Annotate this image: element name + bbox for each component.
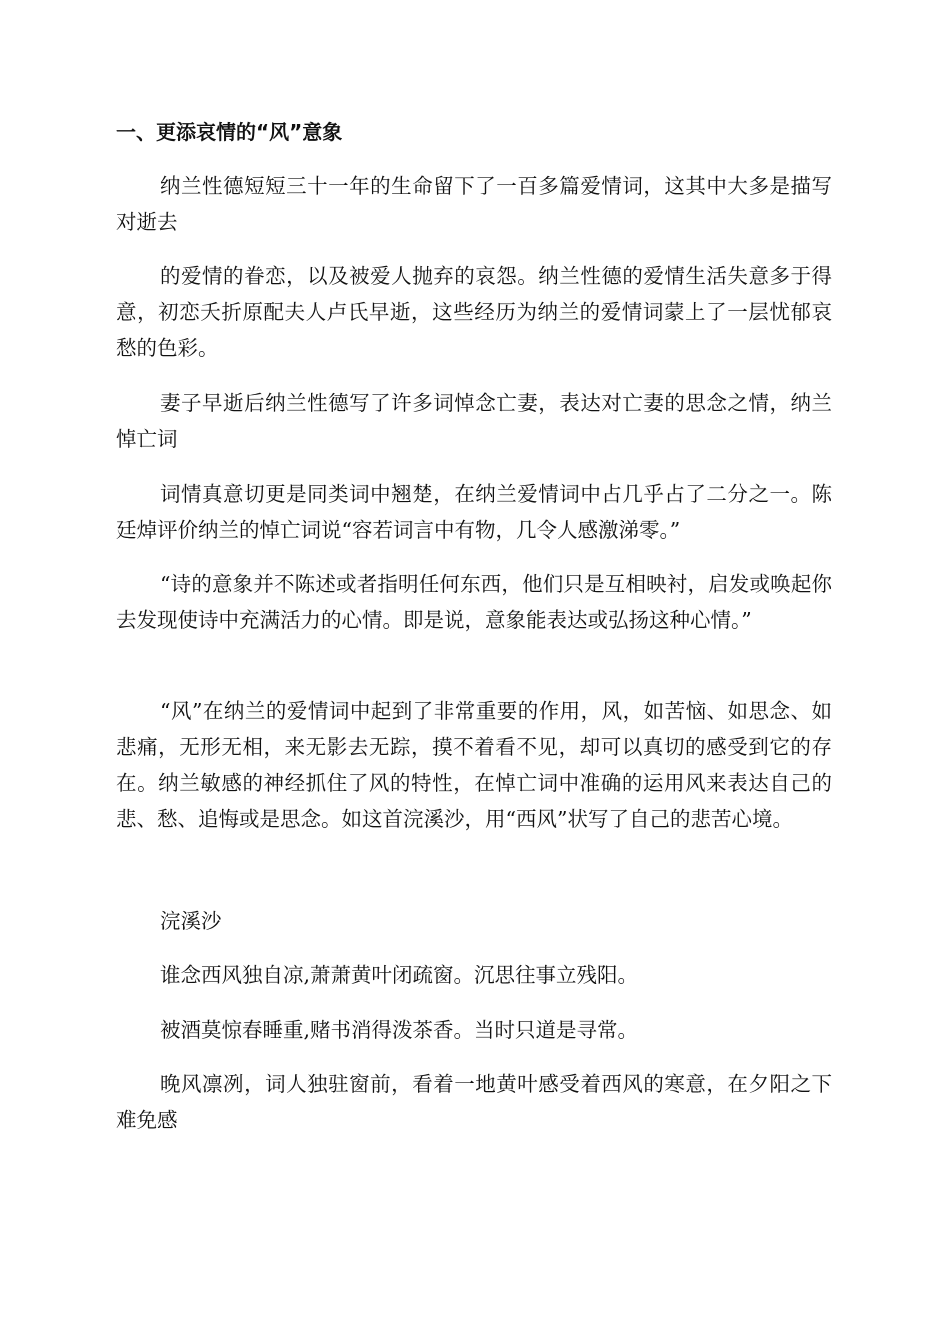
paragraph-6: “风”在纳兰的爱情词中起到了非常重要的作用，风，如苦恼、如思念、如悲痛，无形无相，来无影去无踪，摸不着看不见，却可以真切的感受到它的存在。纳兰敏感的神经抓住了风的特性，在悼亡词中准确的运用风来表达自己的悲、愁、追悔或是思念。如这首浣溪沙，用“西风”状写了自己的悲苦心境。 (116, 699, 832, 831)
paragraph-2: 的爱情的眷恋，以及被爱人抛弃的哀怨。纳兰性德的爱情生活失意多于得意，初恋夭折原配夫人卢氏早逝，这些经历为纳兰的爱情词蒙上了一层忧郁哀愁的色彩。 (116, 264, 832, 360)
section-heading: 一、更添哀情的“风”意象 (116, 120, 343, 144)
paragraph-7: 晚风凛冽，词人独驻窗前，看着一地黄叶感受着西风的寒意，在夕阳之下难免感 (116, 1072, 832, 1132)
poem-title: 浣溪沙 (160, 909, 222, 933)
paragraph-3: 妻子早逝后纳兰性德写了许多词悼念亡妻，表达对亡妻的思念之情，纳兰悼亡词 (116, 391, 832, 451)
paragraph-5: “诗的意象并不陈述或者指明任何东西，他们只是互相映衬，启发或唤起你去发现使诗中充满活力的心情。即是说，意象能表达或弘扬这种心情。” (116, 572, 832, 632)
poem-line-2: 被酒莫惊春睡重,赌书消得泼茶香。当时只道是寻常。 (160, 1018, 639, 1042)
poem-line-1: 谁念西风独自凉,萧萧黄叶闭疏窗。沉思往事立残阳。 (160, 963, 639, 987)
paragraph-4: 词情真意切更是同类词中翘楚，在纳兰爱情词中占几乎占了二分之一。陈廷焯评价纳兰的悼亡词说“容若词言中有物，几令人感激涕零。” (116, 482, 832, 542)
paragraph-1: 纳兰性德短短三十一年的生命留下了一百多篇爱情词，这其中大多是描写对逝去 (116, 174, 832, 234)
